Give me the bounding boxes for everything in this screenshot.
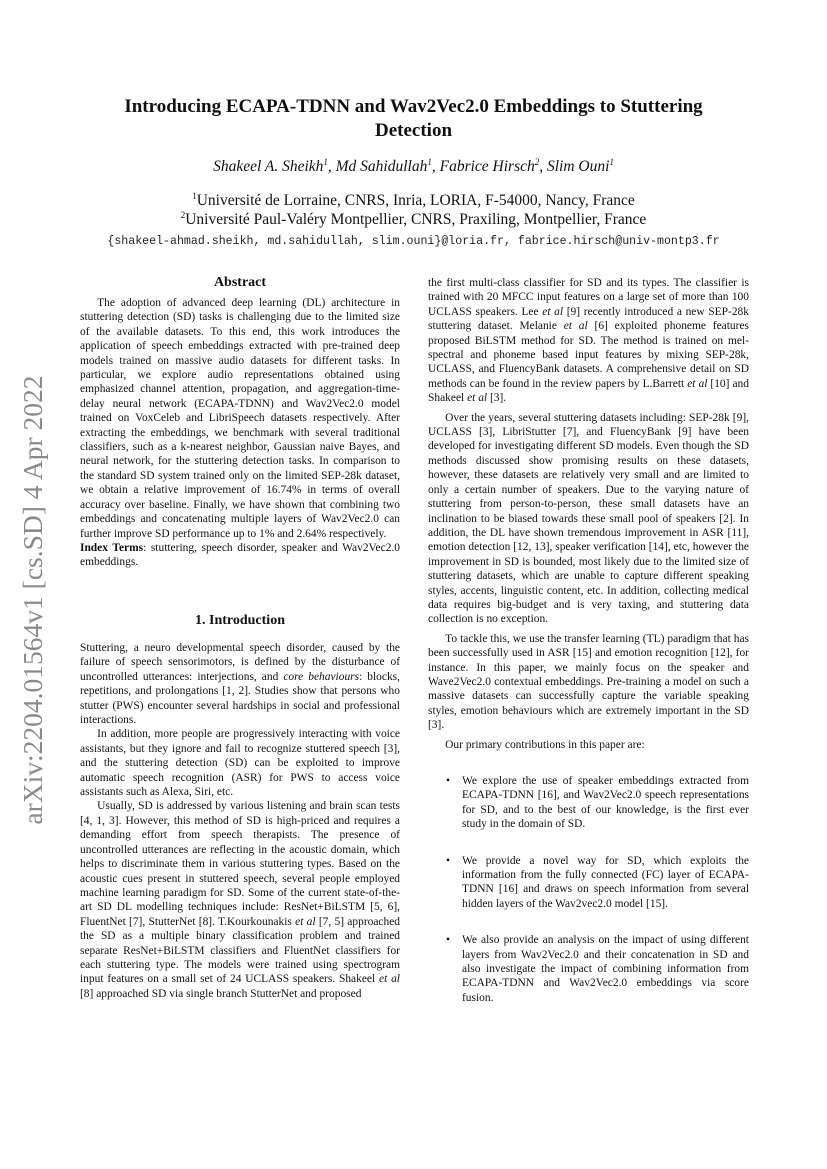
intro-paragraph-1: Stuttering, a neuro developmental speech disorder, caused by the failure of speech sensorimotors, is defined by the disturbance of uncontrolled utterances: interjections, and core behaviours: blocks, repetitions, and prolongations [1, 2]. Studies show that persons who stutter (PWS) encounter several hardships in social and professional interactions. [80, 642, 400, 727]
contribution-item: • We provide a novel way for SD, which exploits the information from the fully connected (FC) layer of ECAPA-TDNN [16] and draws on speech information from several hidden layers of the Wav2vec2.0 model [15]. [462, 854, 749, 912]
abstract-heading: Abstract [213, 275, 267, 290]
author-affiliation-mark: 2 [534, 156, 540, 167]
author-name: Md Sahidullah [335, 158, 428, 175]
right-paragraph-2: Over the years, several stuttering datasets including: SEP-28k [9], UCLASS [3], LibriStutter [7], and FluencyBank [9] have been developed for investigating different SD models. Even though the SD methods discussed show promising results on these datasets, however, these datasets are relatively very small and are limited to only a certain number of speakers. Due to the varying nature of stuttering from person-to-person, these small datasets have an inclination to be biased towards these small pool of speakers [2]. In addition, the DL have shown tremendous improvement in ASR [11], emotion detection [12, 13], speaker verification [14], etc, however the improvement in SD is bounded, most likely due to the limited size of stuttering datasets, which are unable to capture different speaking styles, accents, linguistic content, etc. In addition, collecting medical data requires big-budget and is very taxing, and stuttering data collection is no exception. [428, 411, 749, 626]
right-paragraph-4: Our primary contributions in this paper are: [445, 738, 645, 751]
intro-heading: 1. Introduction [195, 613, 285, 628]
contribution-item: • We also provide an analysis on the impact of using different layers from Wav2Vec2.0 and their concatenation in SD and also investigate the impact of combining information from ECAPA-TDNN and Wav2Vec2.0 embeddings via score fusion. [462, 933, 749, 1005]
author-affiliation-mark: 1 [609, 156, 614, 167]
intro-left-column [80, 641, 400, 1001]
title-line-1: Introducing ECAPA-TDNN and Wav2Vec2.0 Embeddings to Stuttering [124, 96, 703, 117]
affiliation-2: $^2$Université Paul-Valéry Montpellier, CNRS, Praxiling, Montpellier, France [180, 209, 647, 228]
intro-paragraph-3: Usually, SD is addressed by various listening and brain scan tests [4, 1, 3]. However, this method of SD is high-priced and requires a demanding effort from speech therapists. The presence of uncontrolled utterances are reflecting in the acoustic domain, which helps to discriminate them in various stuttering types. Based on the acoustic cues present in stuttered speech, several people employed machine learning paradigm for SD. Some of the current state-of-the-art SD DL modelling techniques include: ResNet+BiLSTM [5, 6], FluentNet [7], StutterNet [8]. T.Kourkounakis et al [7, 5] approached the SD as a multiple binary classification problem and trained separate ResNet+BiLSTM classifiers and FluentNet classifiers for each stuttering type. The models were trained using spectrogram input features on a small set of 24 UCLASS speakers. Shakeel et al [8] approached SD via single branch StutterNet and proposed [80, 800, 401, 1000]
author-name: Fabrice Hirsch [439, 158, 535, 175]
right-paragraph-3: To tackle this, we use the transfer learning (TL) paradigm that has been successfully used in ASR [15] and emotion recognition [12], for instance. In this paper, we mainly focus on the speaker and Wave2Vec2.0 contextual embeddings. Pre-training a model on such a massive datasets can successfully capture the variable speaking styles, emotion behaviours which are extremely important in the SD [3]. [428, 632, 749, 732]
arxiv-id: arXiv:2204.01564v1 [cs.SD] 4 Apr 2022 [17, 375, 48, 825]
author-affiliation-mark: 1 [323, 156, 328, 167]
paper-title [80, 95, 747, 143]
author-name: Slim Ouni [547, 158, 610, 175]
abstract-body: The adoption of advanced deep learning (DL) architecture in stuttering detection (SD) tasks is challenging due to the limited size of the available datasets. To this end, this work introduces the application of speech embeddings extracted with pre-trained deep models trained on massive audio datasets for different tasks. In particular, we explore audio representations obtained using emphasized channel attention, propagation, and aggregation-time-delay neural network (ECAPA-TDNN) and Wav2Vec2.0 model trained on VoxCeleb and LibriSpeech datasets respectively. After extracting the embeddings, we benchmark with several traditional classifiers, such as a k-nearest neighbor, Gaussian naive Bayes, and neural network, for the stuttering detection tasks. In comparison to the standard SD system trained only on the limited SEP-28k dataset, we obtain a relative improvement of 16.74% in terms of overall accuracy over baseline. Finally, we have shown that combining two embeddings and concatenating multiple layers of Wav2Vec2.0 can further improve SD performance up to 1% and 2.64% respectively. [80, 297, 400, 540]
right-paragraph-1: the first multi-class classifier for SD and its types. The classifier is trained with 20 MFCC input features on a large set of more than 100 UCLASS speakers. Lee et al [9] recently introduced a new SEP-28k stuttering dataset. Melanie et al [6] exploited phoneme features proposed BiLSTM method for SD. The method is trained on mel-spectral and phoneme based input features by mixing SEP-28k, UCLASS, and FluencyBank datasets. A comprehensive detail on SD methods can be found in the review papers by L.Barrett et al [10] and Shakeel et al [3]. [428, 277, 749, 405]
right-column [428, 276, 749, 1005]
author-list: Shakeel A. Sheikh$^1$, Md Sahidullah$^1$, Fabrice Hirsch$^2$, Slim Ouni$^1$ [213, 156, 614, 175]
contribution-list [428, 774, 749, 1005]
author-emails: {shakeel-ahmad.sheikh, md.sahidullah, slim.ouni}@loria.fr, fabrice.hirsch@univ-montp3.fr [107, 235, 720, 248]
intro-paragraph-2: In addition, more people are progressively interacting with voice assistants, but they ignore and fail to recognize stuttered speech [3], and the stuttering detection (SD) can be exploited to improve automatic speech recognition (ASR) for PWS to access voice assistants such as Alexa, Siri, etc. [80, 728, 400, 799]
title-line-2: Detection [374, 120, 453, 141]
author-name: Shakeel A. Sheikh [213, 158, 324, 175]
abstract-section [80, 296, 400, 570]
affiliation-1: $^1$Université de Lorraine, CNRS, Inria, LORIA, F-54000, Nancy, France [192, 190, 635, 209]
author-affiliation-mark: 1 [427, 156, 432, 167]
index-terms: Index Terms: stuttering, speech disorder, speaker and Wav2Vec2.0 embeddings. [80, 541, 400, 569]
arxiv-stamp [13, 370, 53, 830]
contribution-item: • We explore the use of speaker embeddings extracted from ECAPA-TDNN [16], and Wav2Vec2.0 speech representations for SD, and to the best of our knowledge, is the first ever study in the domain of SD. [462, 774, 749, 832]
